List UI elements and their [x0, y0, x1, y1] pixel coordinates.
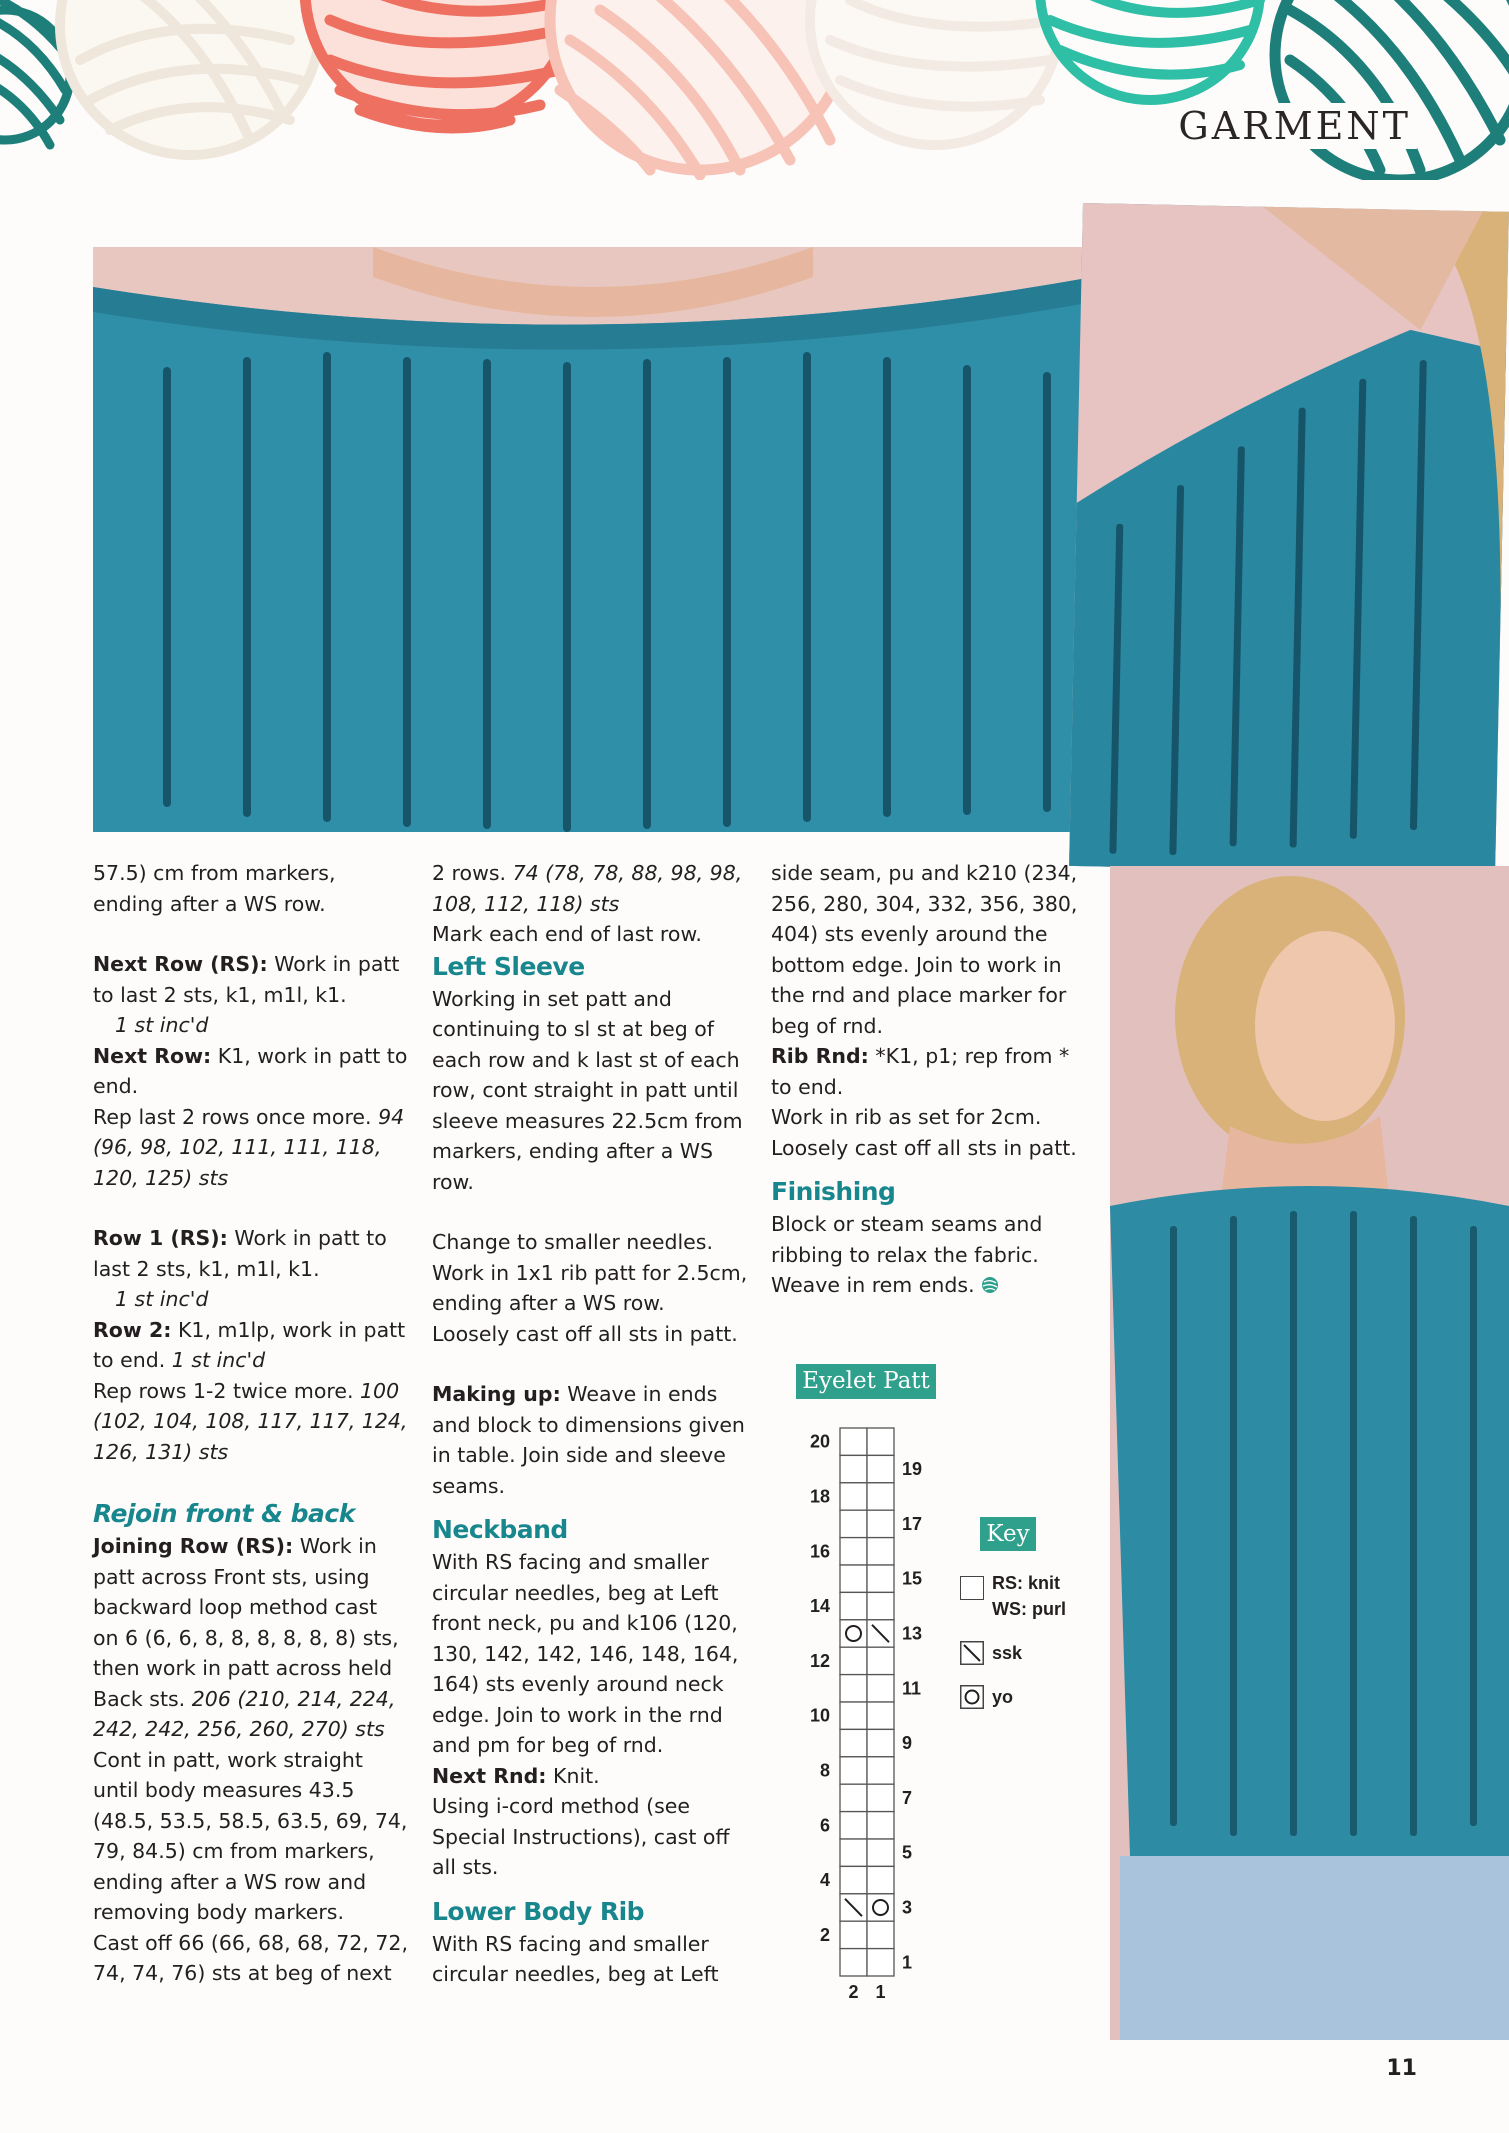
chart-cell — [840, 1812, 867, 1839]
stitch-count: 74 (78, 78, 88, 98, 98, 108, 112, 118) sts — [432, 861, 743, 916]
chart-cell — [840, 1866, 867, 1893]
chart-row-label: 17 — [902, 1513, 923, 1534]
chart-cell — [840, 1483, 867, 1510]
paragraph: Work in rib as set for 2cm. — [771, 1105, 1042, 1129]
chart-title: Eyelet Patt — [796, 1364, 936, 1399]
key-label-yo: yo — [992, 1687, 1014, 1707]
paragraph: side seam, pu and k210 (234, 256, 280, 304, 332, 356, 380, 404) sts evenly around the bottom edge. Join to work in the rnd and place marker for beg of rnd. — [771, 861, 1078, 1038]
chart-row-labels-even — [810, 1432, 830, 1945]
instruction-label: Next Row (RS): — [93, 952, 268, 976]
instruction-text: Work in patt to last 2 sts, k1, m1l, k1. — [93, 1226, 387, 1281]
key-ssk — [960, 1640, 1100, 1666]
chart-cell — [840, 1921, 867, 1948]
instruction-label: Row 2: — [93, 1317, 172, 1342]
chart-row-label: 5 — [902, 1842, 913, 1863]
chart-cell — [840, 1428, 867, 1455]
chart-cell — [867, 1538, 894, 1565]
chart-cell — [867, 1675, 894, 1702]
chart-cell — [840, 1784, 867, 1811]
chart-cell — [867, 1894, 894, 1921]
instruction-rib-rnd — [771, 1041, 1086, 1102]
chart-cell — [867, 1592, 894, 1619]
chart-cell — [840, 1647, 867, 1674]
heading-neckband: Neckband — [432, 1515, 568, 1544]
chart-cell — [867, 1702, 894, 1729]
instruction-making-up — [432, 1379, 752, 1501]
chart-cell — [867, 1729, 894, 1756]
yarn-ball-teal-light — [1040, 0, 1260, 100]
chart-cell — [867, 1839, 894, 1866]
chart-row-label: 12 — [809, 1650, 830, 1671]
stitch-count: 94 (96, 98, 102, 111, 111, 118, 120, 125) sts — [93, 1104, 405, 1190]
chart-row-label: 18 — [809, 1486, 830, 1507]
chart-row-label: 19 — [902, 1459, 923, 1480]
paragraph: Work in 1x1 rib patt for 2.5cm, ending after a WS row. — [432, 1260, 748, 1315]
chart-cell — [840, 1592, 867, 1619]
photo-sweater-shoulder — [1069, 203, 1509, 875]
instruction-text: Weave in ends and block to dimensions given in table. Join side and sleeve seams. — [432, 1382, 745, 1498]
instruction-text: K1, work in patt to end. — [93, 1043, 408, 1098]
instruction-label: Rib Rnd: — [771, 1044, 869, 1068]
chart-cell — [840, 1839, 867, 1866]
paragraph: Loosely cast off all sts in patt. — [771, 1135, 1077, 1160]
yarn-ball-coral — [305, 0, 575, 128]
chart-row-label: 20 — [809, 1431, 830, 1452]
instruction-joining-row — [93, 1531, 408, 1745]
instruction-text: *K1, p1; rep from * to end. — [771, 1044, 1070, 1099]
chart-row-label: 3 — [902, 1897, 913, 1918]
instruction-label: Next Rnd: — [432, 1763, 547, 1788]
chart-cell — [867, 1647, 894, 1674]
key-label-knit: RS: knit — [992, 1573, 1061, 1593]
chart-cell — [840, 1729, 867, 1756]
chart-row-label: 9 — [902, 1733, 913, 1754]
instruction-label: Joining Row (RS): — [93, 1534, 294, 1558]
key-label-purl: WS: purl — [992, 1599, 1066, 1619]
paragraph: Change to smaller needles. — [432, 1230, 713, 1254]
instruction-text: K1, m1lp, work in patt to end. — [93, 1317, 406, 1372]
stitch-count: 206 (210, 214, 224, 242, 242, 256, 260, 270) sts — [93, 1686, 396, 1741]
instruction-text: Block or steam seams and ribbing to relax the fabric. Weave in rem ends. — [771, 1212, 1043, 1297]
instruction-next-row-rs — [93, 949, 408, 1010]
yarn-ball-end-icon — [981, 1276, 999, 1294]
yarn-ball-pale — [810, 0, 1060, 145]
empty-square-icon — [960, 1576, 984, 1600]
key-knit-purl-labels — [992, 1570, 1066, 1622]
chart-cell — [867, 1812, 894, 1839]
instruction-text: Knit. — [553, 1763, 600, 1788]
heading-left-sleeve: Left Sleeve — [432, 951, 585, 981]
instruction-rep — [93, 1102, 408, 1194]
instruction-row-1 — [93, 1223, 408, 1284]
key-title: Key — [980, 1517, 1036, 1551]
chart-cell — [840, 1949, 867, 1976]
chart-cell — [840, 1620, 867, 1647]
photo-sweater-yoke-illustration — [93, 247, 1093, 832]
instruction-row-2 — [93, 1315, 408, 1376]
paragraph — [432, 858, 752, 919]
paragraph: Working in set patt and continuing to sl st at beg of each row and k last st of each row, cont straight in patt until sleeve measures 22.5cm from markers, ending after a WS row. — [432, 986, 743, 1194]
chart-cell — [867, 1510, 894, 1537]
chart-cell — [867, 1921, 894, 1948]
chart-cell — [840, 1565, 867, 1592]
chart-cell — [867, 1757, 894, 1784]
chart-cell — [867, 1428, 894, 1455]
chart-col-label: 1 — [875, 1982, 886, 2002]
instruction-text: Work in patt across Front sts, using backward loop method cast on 6 (6, 6, 8, 8, 8, 8, 8, 8) sts, then work in patt across held Back sts. — [93, 1534, 399, 1711]
yo-icon — [960, 1685, 984, 1709]
chart-row-label: 14 — [809, 1596, 830, 1617]
instruction-text: Rep rows 1-2 twice more. — [93, 1378, 354, 1403]
eyelet-pattern-chart — [800, 1420, 923, 2002]
chart-cell — [840, 1757, 867, 1784]
key-label-ssk: ssk — [992, 1643, 1023, 1663]
chart-grid — [840, 1428, 894, 1976]
chart-cell — [840, 1675, 867, 1702]
ssk-icon — [960, 1641, 984, 1665]
instruction-label: Making up: — [432, 1382, 561, 1406]
chart-row-label: 13 — [902, 1623, 923, 1644]
photo-sweater-shoulder-illustration — [1069, 203, 1509, 875]
paragraph: 57.5) cm from markers, ending after a WS row. — [93, 861, 336, 916]
chart-row-label: 7 — [902, 1787, 913, 1808]
chart-cell — [840, 1510, 867, 1537]
key-yo — [960, 1684, 1100, 1710]
instruction-text: Rep last 2 rows once more. — [93, 1104, 372, 1129]
instruction-rep-2 — [93, 1376, 408, 1468]
paragraph: Mark each end of last row. — [432, 922, 702, 946]
chart-row-label: 16 — [809, 1541, 830, 1562]
chart-row-label: 8 — [819, 1760, 830, 1781]
text-column-2 — [432, 858, 752, 1990]
chart-cell — [840, 1538, 867, 1565]
chart-cell — [867, 1565, 894, 1592]
section-tag: GARMENT — [1172, 103, 1417, 149]
chart-key — [960, 1570, 1100, 1710]
chart-row-label: 10 — [809, 1705, 830, 1726]
paragraph: Cont in patt, work straight until body measures 43.5 (48.5, 53.5, 58.5, 63.5, 69, 74, 79, 84.5) cm from markers, ending after a WS row and removing body markers. — [93, 1747, 408, 1924]
photo-model-illustration — [1110, 866, 1509, 2040]
paragraph: Loosely cast off all sts in patt. — [432, 1321, 738, 1346]
photo-sweater-yoke — [93, 247, 1093, 832]
heading-finishing: Finishing — [771, 1177, 896, 1206]
chart-row-label: 11 — [902, 1678, 922, 1699]
yarn-ball-teal-dark — [1275, 0, 1509, 180]
paragraph: With RS facing and smaller circular needles, beg at Left front neck, pu and k106 (120, 130, 142, 142, 146, 148, 164, 164) sts evenly around neck edge. Join to work in the rnd and pm for beg of rnd. — [432, 1550, 739, 1757]
instruction-label: Next Row: — [93, 1043, 212, 1068]
chart-row-label: 15 — [902, 1568, 923, 1589]
chart-cell — [867, 1784, 894, 1811]
paragraph: With RS facing and smaller circular needles, beg at Left — [432, 1931, 719, 1986]
yarn-ball-pink — [550, 0, 850, 175]
heading-rejoin-front-back: Rejoin front & back — [93, 1499, 355, 1528]
page-number: 11 — [1386, 2056, 1417, 2081]
heading-lower-body-rib: Lower Body Rib — [432, 1896, 645, 1926]
paragraph — [771, 1209, 1086, 1301]
yarn-ball-header-decoration — [0, 0, 1509, 200]
text-column-1 — [93, 858, 408, 1989]
chart-cell — [867, 1949, 894, 1976]
stitch-note: 1 st inc'd — [115, 1013, 209, 1037]
chart-row-labels-odd — [902, 1459, 922, 1972]
chart-row-label: 6 — [819, 1815, 830, 1836]
paragraph: Using i-cord method (see Special Instructions), cast off all sts. — [432, 1794, 730, 1879]
chart-cell — [867, 1483, 894, 1510]
chart-row-label: 1 — [902, 1952, 913, 1973]
stitch-note: 1 st inc'd — [171, 1348, 266, 1372]
chart-cell — [840, 1455, 867, 1482]
paragraph: Cast off 66 (66, 68, 68, 72, 72, 74, 74, 76) sts at beg of next — [93, 1930, 408, 1985]
key-knit-purl — [960, 1570, 1100, 1622]
chart-row-label: 2 — [819, 1924, 830, 1945]
instruction-text: Work in patt to last 2 sts, k1, m1l, k1. — [93, 952, 400, 1007]
chart-col-label: 2 — [848, 1982, 859, 2002]
chart-cell — [867, 1455, 894, 1482]
text-column-3 — [771, 858, 1086, 1301]
chart-col-labels — [848, 1982, 885, 2002]
instruction-label: Row 1 (RS): — [93, 1226, 228, 1250]
instruction-next-row — [93, 1041, 408, 1102]
instruction-text: 2 rows. — [432, 861, 507, 885]
instruction-next-rnd — [432, 1761, 752, 1792]
chart-cell — [840, 1702, 867, 1729]
stitch-count: 100 (102, 104, 108, 117, 117, 124, 126, 131) sts — [93, 1378, 408, 1464]
chart-row-label: 4 — [819, 1870, 830, 1891]
photo-model-wearing-sweater — [1110, 866, 1509, 2040]
chart-cell — [867, 1866, 894, 1893]
stitch-note: 1 st inc'd — [115, 1287, 209, 1311]
yarn-ball-cream — [60, 0, 320, 155]
